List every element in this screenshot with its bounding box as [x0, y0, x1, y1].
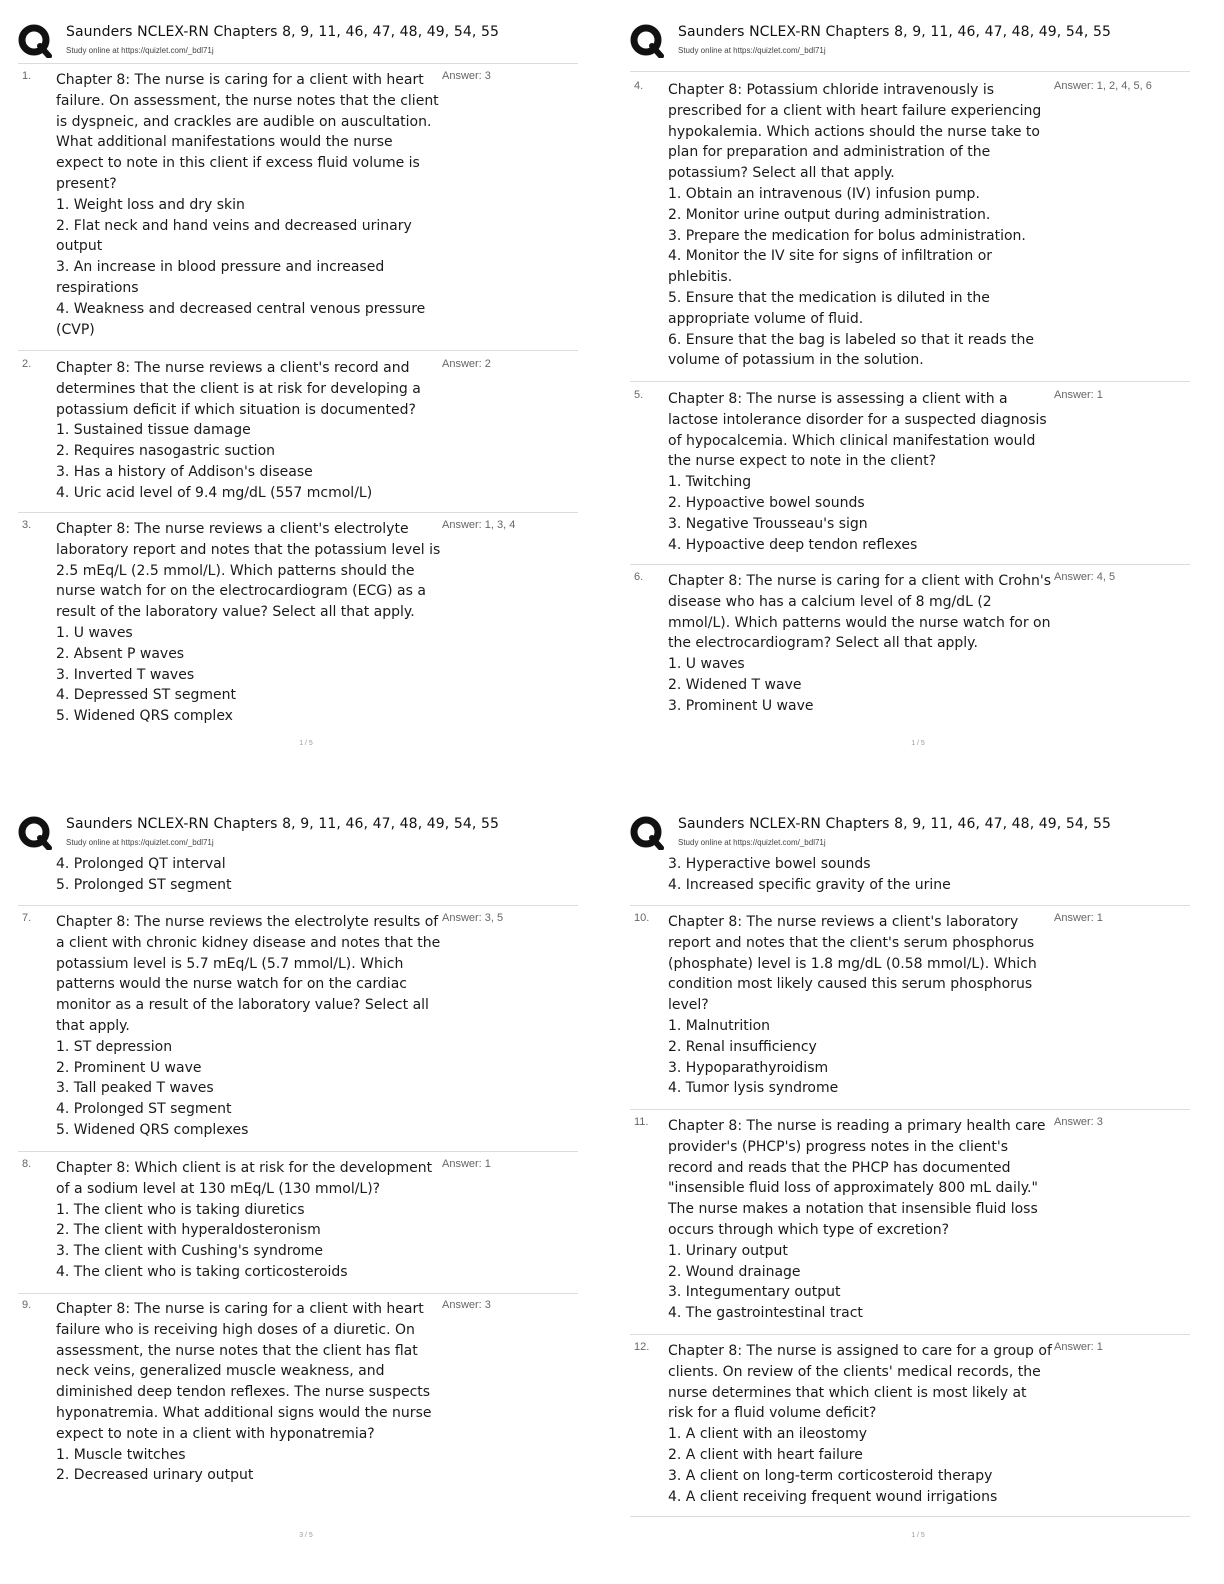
question-body: [668, 1341, 1054, 1507]
question-card: [630, 912, 1190, 1102]
question-card: [18, 358, 578, 508]
question-stem: Chapter 8: The nurse is assigned to care for a group of clients. On review of the clients' medical records, the nurse determines that which client is most likely at risk for a fluid volume deficit?: [668, 1343, 1052, 1422]
study-link[interactable]: Study online at https://quizlet.com/_bdl71j: [678, 838, 826, 847]
question-number: 9.: [22, 1299, 32, 1311]
answer-option: 2. Decreased urinary output: [56, 1467, 254, 1484]
answer-option: 4. Tumor lysis syndrome: [668, 1080, 839, 1097]
study-link[interactable]: Study online at https://quizlet.com/_bdl71j: [66, 838, 214, 847]
question-number: 4.: [634, 80, 644, 92]
question-stem: Chapter 8: The nurse reviews a client's laboratory report and notes that the client's serum phosphorus (phosphate) level is 1.8 mg/dL (0.58 mmol/L). Which condition most likely caused this serum phosphorus level?: [668, 914, 1037, 1014]
answer-key: Answer: 1: [442, 1158, 491, 1170]
document-title: Saunders NCLEX-RN Chapters 8, 9, 11, 46, 47, 48, 49, 54, 55: [678, 816, 1112, 832]
page-number: 1 / 5: [911, 740, 925, 747]
answer-option: 4. Monitor the IV site for signs of infiltration or phlebitis.: [668, 248, 993, 286]
answer-option: 3. Tall peaked T waves: [56, 1080, 214, 1097]
answer-option: 3. Inverted T waves: [56, 666, 195, 683]
question-number: 6.: [634, 571, 644, 583]
answer-option: 4. Hypoactive deep tendon reflexes: [668, 536, 918, 553]
answer-option: 1. Sustained tissue damage: [56, 422, 251, 439]
question-card: [630, 80, 1190, 376]
question-body: [56, 912, 442, 1141]
question-number: 7.: [22, 912, 32, 924]
answer-option: 3. Prepare the medication for bolus administration.: [668, 227, 1026, 244]
question-stem: Chapter 8: Which client is at risk for the development of a sodium level at 130 mEq/L (130 mmol/L)?: [56, 1160, 433, 1197]
continued-options: [56, 854, 456, 896]
answer-option: 1. Malnutrition: [668, 1017, 771, 1034]
answer-option: 2. Flat neck and hand veins and decreased urinary output: [56, 217, 412, 255]
document-page-3: [0, 792, 612, 1584]
answer-option: 2. The client with hyperaldosteronism: [56, 1222, 321, 1239]
answer-key: Answer: 3: [442, 1299, 491, 1311]
question-stem: Chapter 8: The nurse is assessing a client with a lactose intolerance disorder for a suspected diagnosis of hypocalcemia. Which clinical manifestation would the nurse expect to note in the client?: [668, 391, 1047, 470]
answer-option: 4. Uric acid level of 9.4 mg/dL (557 mcmol/L): [56, 484, 373, 501]
answer-option: 4. Depressed ST segment: [56, 687, 236, 704]
question-card: [18, 912, 578, 1147]
question-number: 3.: [22, 519, 32, 531]
document-page-2: [612, 0, 1224, 792]
answer-option: 1. U waves: [668, 656, 745, 673]
answer-option: 3. Hypoparathyroidism: [668, 1059, 829, 1076]
answer-option: 3. Negative Trousseau's sign: [668, 515, 868, 532]
answer-key: Answer: 1: [1054, 389, 1103, 401]
answer-key: Answer: 1: [1054, 1341, 1103, 1353]
answer-option: 3. Integumentary output: [668, 1284, 841, 1301]
question-number: 10.: [634, 912, 650, 924]
question-card: [630, 389, 1190, 559]
page-header: [18, 22, 588, 68]
answer-key: Answer: 2: [442, 358, 491, 370]
answer-option: 2. Requires nasogastric suction: [56, 443, 276, 460]
answer-option: 1. A client with an ileostomy: [668, 1426, 868, 1443]
question-stem: Chapter 8: The nurse is caring for a client with Crohn's disease who has a calcium level of 8 mg/dL (2 mmol/L). Which patterns would the nurse watch for on the electrocardiogram? Select all that apply.: [668, 573, 1052, 652]
answer-option: 3. Has a history of Addison's disease: [56, 463, 313, 480]
question-card: [18, 519, 578, 734]
answer-option: 5. Widened QRS complexes: [56, 1121, 249, 1138]
question-number: 12.: [634, 1341, 650, 1353]
question-stem: Chapter 8: The nurse is caring for a client with heart failure who is receiving high doses of a diuretic. On assessment, the nurse notes that the client has flat neck veins, generalized muscle weakness, and diminished deep tendon reflexes. The nurse suspects hyponatremia. What additional signs would the nurse expect to note in a client with hyponatremia?: [56, 1301, 432, 1442]
quizlet-logo-icon: [630, 24, 664, 58]
answer-option: 3. A client on long-term corticosteroid therapy: [668, 1467, 993, 1484]
answer-option: 4. The gastrointestinal tract: [668, 1305, 863, 1322]
answer-option: 6. Ensure that the bag is labeled so that it reads the volume of potassium in the solution.: [668, 331, 1035, 369]
question-card: [630, 1341, 1190, 1521]
question-stem: Chapter 8: The nurse reviews a client's record and determines that the client is at risk for developing a potassium deficit if which situation is documented?: [56, 360, 421, 418]
answer-key: Answer: 3, 5: [442, 912, 504, 924]
answer-option: 3. Prominent U wave: [668, 697, 814, 714]
question-number: 8.: [22, 1158, 32, 1170]
question-divider: [630, 1334, 1190, 1335]
question-body: [668, 1116, 1054, 1324]
question-divider: [630, 381, 1190, 382]
study-link[interactable]: Study online at https://quizlet.com/_bdl71j: [66, 46, 214, 55]
answer-option: 3. Hyperactive bowel sounds: [668, 856, 871, 872]
header-divider: [18, 63, 578, 64]
question-body: [668, 80, 1054, 371]
question-divider: [630, 1516, 1190, 1517]
answer-option: 1. The client who is taking diuretics: [56, 1201, 305, 1218]
answer-option: 2. A client with heart failure: [668, 1446, 863, 1463]
question-card: [18, 70, 578, 346]
question-card: [18, 1299, 578, 1524]
study-link[interactable]: Study online at https://quizlet.com/_bdl71j: [678, 46, 826, 55]
answer-option: 4. Prolonged ST segment: [56, 1101, 232, 1118]
question-stem: Chapter 8: The nurse reviews the electrolyte results of a client with chronic kidney disease and notes that the potassium level is 5.7 mEq/L (5.7 mmol/L). Which patterns would the nurse watch for on the cardiac monitor as a result of the laboratory value? Select all that apply.: [56, 914, 441, 1034]
question-body: [56, 1299, 442, 1486]
quizlet-logo-icon: [18, 816, 52, 850]
answer-option: 5. Prolonged ST segment: [56, 876, 232, 893]
question-card: [630, 1116, 1190, 1328]
question-divider: [18, 1293, 578, 1294]
question-stem: Chapter 8: The nurse is reading a primary health care provider's (PHCP's) progress notes in the client's record and reads that the PHCP has documented "insensible fluid loss of approximately 800 mL daily." The nurse makes a notation that insensible fluid loss occurs through which type of excretion?: [668, 1118, 1046, 1238]
question-body: [56, 358, 442, 504]
question-card: [630, 571, 1190, 731]
page-header: [630, 22, 1200, 68]
answer-key: Answer: 1, 2, 4, 5, 6: [1054, 80, 1152, 92]
question-stem: Chapter 8: The nurse is caring for a client with heart failure. On assessment, the nurse notes that the client is dyspneic, and crackles are audible on auscultation. What additional manifestations would the nurse expect to note in this client if excess fluid volume is present?: [56, 72, 439, 192]
answer-option: 1. Weight loss and dry skin: [56, 196, 245, 213]
answer-option: 1. U waves: [56, 624, 133, 641]
answer-option: 2. Monitor urine output during administration.: [668, 206, 991, 223]
answer-option: 2. Hypoactive bowel sounds: [668, 494, 865, 511]
question-body: [56, 70, 442, 340]
answer-option: 2. Renal insufficiency: [668, 1038, 817, 1055]
answer-option: 4. Weakness and decreased central venous pressure (CVP): [56, 300, 426, 338]
answer-key: Answer: 1: [1054, 912, 1103, 924]
document-page-1: [0, 0, 612, 792]
header-divider: [630, 71, 1190, 72]
answer-option: 4. The client who is taking corticosteroids: [56, 1263, 348, 1280]
answer-option: 2. Widened T wave: [668, 676, 802, 693]
answer-option: 5. Widened QRS complex: [56, 708, 233, 725]
answer-option: 2. Wound drainage: [668, 1263, 801, 1280]
question-number: 5.: [634, 389, 644, 401]
answer-option: 1. Muscle twitches: [56, 1446, 186, 1463]
question-stem: Chapter 8: The nurse reviews a client's electrolyte laboratory report and notes that the potassium level is 2.5 mEq/L (2.5 mmol/L). Which patterns should the nurse watch for on the electrocardiogram (ECG) as a result of the laboratory value? Select all that apply.: [56, 521, 441, 621]
quizlet-logo-icon: [18, 24, 52, 58]
answer-option: 1. Obtain an intravenous (IV) infusion pump.: [668, 185, 980, 202]
question-divider: [18, 905, 578, 906]
document-title: Saunders NCLEX-RN Chapters 8, 9, 11, 46, 47, 48, 49, 54, 55: [678, 24, 1112, 40]
question-number: 2.: [22, 358, 32, 370]
answer-option: 2. Prominent U wave: [56, 1059, 202, 1076]
question-divider: [18, 350, 578, 351]
continued-options: [668, 854, 1068, 896]
answer-key: Answer: 3: [1054, 1116, 1103, 1128]
question-body: [668, 571, 1054, 717]
question-divider: [630, 564, 1190, 565]
question-number: 1.: [22, 70, 32, 82]
page-number: 1 / 5: [911, 1532, 925, 1539]
answer-key: Answer: 4, 5: [1054, 571, 1116, 583]
answer-option: 3. An increase in blood pressure and increased respirations: [56, 259, 385, 296]
page-number: 1 / 5: [299, 740, 313, 747]
document-page-4: [612, 792, 1224, 1584]
answer-key: Answer: 1, 3, 4: [442, 519, 516, 531]
question-stem: Chapter 8: Potassium chloride intravenously is prescribed for a client with heart failure experiencing hypokalemia. Which actions should the nurse take to plan for preparation and administration of the potassium? Select all that apply.: [668, 82, 1042, 182]
question-divider: [18, 1151, 578, 1152]
question-divider: [630, 905, 1190, 906]
quizlet-logo-icon: [630, 816, 664, 850]
document-title: Saunders NCLEX-RN Chapters 8, 9, 11, 46, 47, 48, 49, 54, 55: [66, 24, 500, 40]
answer-option: 4. A client receiving frequent wound irrigations: [668, 1488, 998, 1505]
answer-option: 4. Increased specific gravity of the urine: [668, 876, 951, 893]
answer-option: 3. The client with Cushing's syndrome: [56, 1243, 324, 1260]
answer-option: 4. Prolonged QT interval: [56, 856, 226, 872]
answer-option: 5. Ensure that the medication is diluted in the appropriate volume of fluid.: [668, 289, 990, 327]
answer-option: 1. Urinary output: [668, 1242, 788, 1259]
question-body: [668, 912, 1054, 1099]
question-body: [668, 389, 1054, 555]
document-title: Saunders NCLEX-RN Chapters 8, 9, 11, 46, 47, 48, 49, 54, 55: [66, 816, 500, 832]
question-card: [18, 1158, 578, 1288]
answer-option: 1. ST depression: [56, 1038, 173, 1055]
question-divider: [18, 512, 578, 513]
question-body: [56, 1158, 442, 1283]
page-number: 3 / 5: [299, 1532, 313, 1539]
answer-key: Answer: 3: [442, 70, 491, 82]
answer-option: 1. Twitching: [668, 474, 752, 491]
question-number: 11.: [634, 1116, 649, 1128]
question-divider: [630, 1109, 1190, 1110]
question-body: [56, 519, 442, 727]
answer-option: 2. Absent P waves: [56, 645, 185, 662]
